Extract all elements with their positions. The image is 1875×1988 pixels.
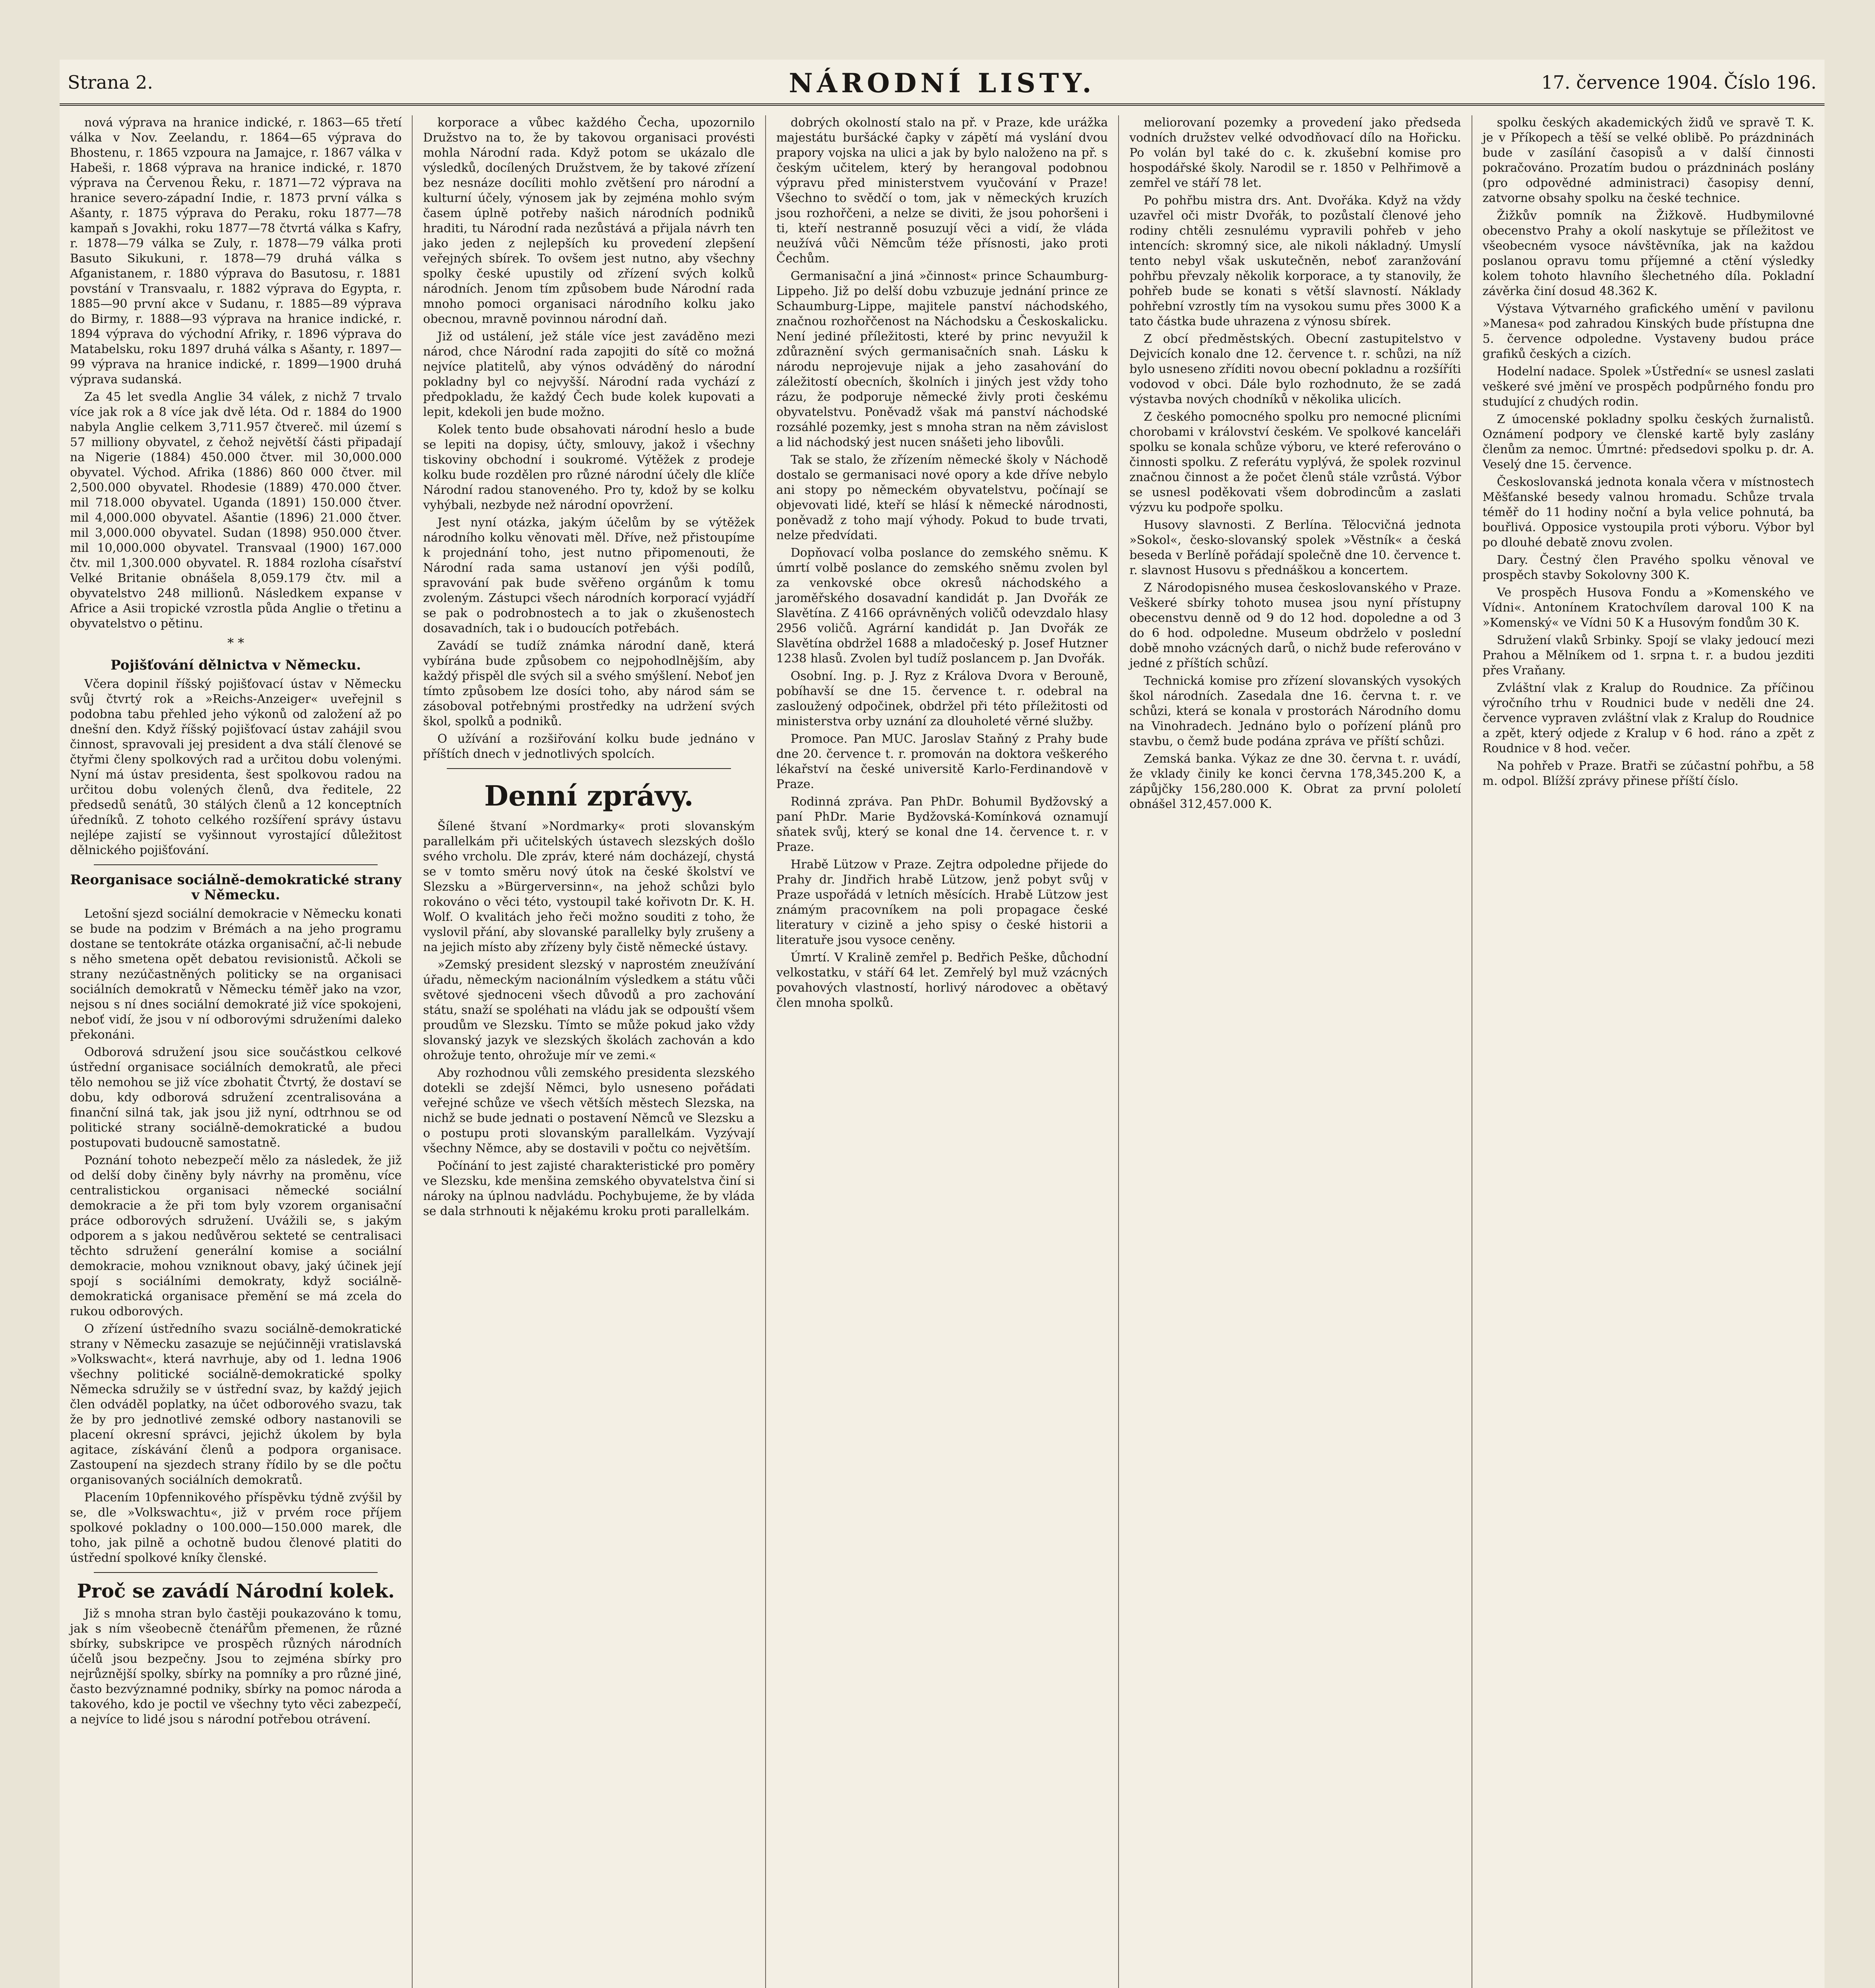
article-paragraph: spolku českých akademických židů ve spravě T. K. je v Příkopech a těší se velké oblibě. Po prázdninách bude v zasílání časopisů a v další činnosti pokračováno. Prozatím budou o prázdninách poslány (pro odpovědné administraci) časopisy denní, zatvorne obsahy spolku na české technice.: [1482, 116, 1815, 205]
article-paragraph: Kolek tento bude obsahovati národní heslo a bude se lepiti na dopisy, účty, smlouvy, jakož i všechny tiskoviny obchodní i soukromé. Výtěžek z prodeje kolku bude rozdělen pro různé národní účely dle klíče Národní radou stanoveného. Pro ty, kdož by se kolku vyhýbali, nezbyde než národní opovržení.: [423, 423, 755, 512]
article-paragraph: Z obcí předměstských. Obecní zastupitelstvo v Dejvicích konalo dne 12. července t. r. schůzi, na níž bylo usneseno zříditi novou obecní pokladnu a rozšíříti vodovod v obci. Dále bylo rozhodnuto, že se zadá výstavba nových chodníků v několika ulicích.: [1129, 332, 1461, 406]
column-3: [766, 115, 1119, 1988]
article-paragraph: Již od ustálení, jež stále více jest zaváděno mezi národ, chce Národní rada zapojiti do sítě co možná nejvíce platitelů, aby výnos odváděný do národní pokladny byl co nejvyšší. Národní rada vychází z předpokladu, že každý Čech bude kolek kupovati a lepit, kdekoli jen bude možno.: [423, 330, 755, 419]
article-paragraph: Hrabě Lützow v Praze. Zejtra odpoledne přijede do Prahy dr. Jindřich hrabě Lützow, jenž pobyt svůj v Praze uspořádá v letních měsících. Hrabě Lützow jest známým pracovníkem na poli propagace české literatury v cizině a jeho spisy o české historii a literatuře jsou vysoce ceněny.: [776, 858, 1108, 947]
article-paragraph: Zavádí se tudíž známka národní daně, která vybírána bude způsobem co nejpohodlnějším, aby každý přispěl dle svých sil a svého smýšlení. Neboť jen tímto způsobem lze dosíci toho, aby národ sám se zásoboval potřebnými prostředky na udržení svých škol, spolků a podniků.: [423, 639, 755, 728]
column-5: [1472, 115, 1825, 1988]
article-heading: Reorganisace sociálně-demokratické strany v Německu.: [70, 872, 401, 903]
article-heading: Pojišťování dělnictva v Německu.: [111, 657, 361, 673]
newspaper-page: [60, 60, 1825, 1988]
article-paragraph: Dary. Čestný člen Pravého spolku věnoval ve prospěch stavby Sokolovny 300 K.: [1482, 553, 1815, 582]
article-paragraph: nová výprava na hranice indické, r. 1863—65 třetí válka v Nov. Zeelandu, r. 1864—65 výprava do Bhostenu, r. 1865 vzpoura na Jamajce, r. 1867 válka v Habeši, r. 1868 výprava na hranice indické, r. 1870 výprava na Červenou Řeku, r. 1871—72 výprava na hranice severo-západní Indie, r. 1873 první válka s Ašanty, r. 1875 výprava do Peraku, roku 1877—78 kampaň s Jovakhi, roku 1877—78 čtvrtá válka s Kafry, r. 1878—79 válka se Zuly, r. 1878—79 válka proti Basuto Sikukuni, r. 1878—79 druhá válka s Afganistanem, r. 1880 výprava do Basutosu, r. 1881 povstání v Transvaalu, r. 1882 výprava do Egypta, r. 1885—90 první akce v Sudanu, r. 1885—89 výprava do Birmy, r. 1888—93 výprava na hranice indické, r. 1894 výprava do východní Afriky, r. 1896 výprava do Matabelsku, roku 1897 druhá válka s Ašanty, r. 1897—99 výprava na hranice indické, r. 1899—1900 druhá výprava sudanská.: [70, 116, 402, 386]
article-paragraph: Tak se stalo, že zřízením německé školy v Náchodě dostalo se germanisaci nové opory a kde dříve nebylo ani stopy po německém obyvatelstvu, počínají se objevovati lidé, kteří se hlásí k německé národnosti, poněvadž z toho mají výhody. Pokud to bude trvati, nelze předvídati.: [776, 453, 1108, 542]
article-paragraph: Placením 10pfennikového příspěvku týdně zvýšil by se, dle »Volkswachtu«, již v prvém roce příjem spolkové pokladny o 100.000—150.000 marek, dle toho, jak pilně a ochotně budou členové platiti do ústřední spolkové kníky členské.: [70, 1491, 402, 1565]
masthead: [60, 60, 1825, 106]
article-paragraph: Již s mnoha stran bylo častěji poukazováno k tomu, jak s ním všeobecně čtenářům přemenen, že různé sbírky, subskripce ve prospěch různých národních účelů jsou bezpečny. Jsou to zejména sbírky pro nejrůznější spolky, sbírky na pomníky a pro různé jiné, často bezvýznamné podniky, sbírky na pomoc národa a takového, kdo je poctil ve všechny tyto věci zabezpečí, a nejvíce to lidé jsou s národní potřebou otrávení.: [70, 1607, 402, 1726]
newspaper-title: NÁRODNÍ LISTY.: [789, 68, 1096, 99]
article-paragraph: korporace a vůbec každého Čecha, upozornilo Družstvo na to, že by takovou organisaci provésti mohla Národní rada. Když potom se ukázalo dle výsledků, docílených Družstvem, že by takové zřízení bez nesnáze docíliti mohlo zvětšení pro národní a kulturní účely, výnosem jak by zejména mohlo svým časem úplně potřeby našich národních podniků hraditi, tu Národní rada nezůstává a přijala návrh ten jako jeden z nejlepších ku provedení zlepšení veřejných sbírek. To ovšem jest nutno, aby všechny spolky české upustily od zřízení svých kolků národních. Jenom tím způsobem bude Národní rada mnoho pomoci organisaci národního kolku jako obecnou, mravně povinnou národní daň.: [423, 116, 755, 326]
divider: [94, 864, 378, 865]
article-paragraph: Osobní. Ing. p. J. Ryz z Králova Dvora v Berouně, pobíhavší se dne 15. července t. r. odebral na zasloužený odpočinek, obdržel při této příležitosti od ministerstva orby uznání za dlouholeté věrné služby.: [776, 669, 1108, 728]
article-paragraph: Odborová sdružení jsou sice součástkou celkové ústřední organisace sociálních demokratů, ale přeci tělo nemohou se již více zbohatit Čtvrtý, že dostaví se dobu, kdy odborová sdružení zcentralisována a finanční silná tak, jak jsou již nyní, odtrhnou se od politické strany sociálně-demokratické a budou postupovati budoucně samostatně.: [70, 1045, 402, 1150]
article-paragraph: Včera dopinil říšský pojišťovací ústav v Německu svůj čtvrtý rok a »Reichs-Anzeiger« uveřejnil s podobna tabu přehled jeho výkonů od založení až po dnešní den. Když říšský pojišťovací ústav zahájil svou činnost, spravovali jej president a dva stálí členové se čtyřmi členy spolkových rad a určitou dobu volenými. Nyní má ústav presidenta, šest spolkovou radou na určitou dobu volených členů, dva ředitele, 22 předsedů senátů, 30 stálých členů a 12 konceptních úředníků. Z tohoto celkého rozšíření správy ústavu nejlépe zajistí se vyšinnout vyrostající důležitost dělnického pojišťování.: [70, 677, 402, 857]
article-paragraph: Zvláštní vlak z Kralup do Roudnice. Za příčinou výročního trhu v Roudnici bude v neděli dne 24. července vypraven zvláštní vlak z Kralup do Roudnice a zpět, který odjede z Kralup v 6 hod. ráno a zpět z Roudnice v 8 hod. večer.: [1482, 681, 1815, 755]
article-paragraph: meliorovaní pozemky a provedení jako předseda vodních družstev velké odvodňovací dílo na Hořicku. Po volán byl také do c. k. zkušební komise pro hospodářské školy. Narodil se r. 1850 v Pelhřimově a zemřel ve stáří 78 let.: [1129, 116, 1461, 190]
article-paragraph: Z úmocenské pokladny spolku českých žurnalistů. Oznámení podpory ve členské kartě byly zaslány členům za nemoc. Úmrtné: předsedovi spolku p. dr. A. Veselý dne 15. července.: [1482, 412, 1815, 472]
article-paragraph: Technická komise pro zřízení slovanských vysokých škol národních. Zasedala dne 16. června t. r. ve schůzi, která se konala v prostorách Národního domu na Vinohradech. Jednáno bylo o pořízení plánů pro stavbu, o čemž bude podána zpráva ve příští schůzi.: [1129, 674, 1461, 748]
article-paragraph: Hodelní nadace. Spolek »Ústřední« se usnesl zaslati veškeré své jmění ve prospěch podpůrného fondu pro studující z chudých rodin.: [1482, 365, 1815, 409]
article-paragraph: Germanisační a jiná »činnost« prince Schaumburg-Lippeho. Již po delší dobu vzbuzuje jednání prince ze Schaumburg-Lippe, majitele panství náchodského, značnou rozhořčenost na Náchodsku a Českoskalicku. Není jediné příležitosti, které by princ nevyužil k zdůraznění svých germanisačních snah. Lásku k národu neprojevuje nijak a jeho zasahování do záležitostí obecních, školních i jiných jest vždy toho rázu, že podporuje německé živly proti českému obyvatelstvu. Poněvadž však má panství náchodské rozsáhlé pozemky, jest s mnoha stran na něm závislost a lid náchodský jest nucen snášeti jeho libovůli.: [776, 269, 1108, 449]
section-separator: * *: [227, 635, 244, 650]
article-paragraph: Zemská banka. Výkaz ze dne 30. června t. r. uvádí, že vklady činily ke konci června 178,345.200 K, a zápůjčky 156,280.000 K. Obrat za první pololetí obnášel 312,457.000 K.: [1129, 752, 1461, 811]
issue-date: 17. července 1904. Číslo 196.: [1541, 72, 1817, 93]
column-2: [413, 115, 766, 1988]
article-paragraph: Po pohřbu mistra drs. Ant. Dvořáka. Když na vždy uzavřel oči mistr Dvořák, to pozůstalí členové jeho rodiny chtěli zesnulému vypravili pohřeb v jeho intencích: skromný sice, ale nikoli nákladný. Umyslí tento nebyl však uskutečněn, neboť zaranžování pohřbu převzaly několik korporace, a ty stanovily, že pohřeb bude se konati s větší slavností. Náklady pohřební vzrostly tím na vysokou sumu přes 3000 K a tato částka bude uhrazena z výnosu sbírek.: [1129, 194, 1461, 328]
article-paragraph: Z Národopisného musea českoslovanského v Praze. Veškeré sbírky tohoto musea jsou nyní přístupny obecenstvu denně od 9 do 12 hod. dopoledne a od 3 do 6 hod. odpoledne. Museum obdrželo v poslední době mnoho vzácných darů, o nichž bude referováno v jedné z příštích schůzí.: [1129, 581, 1461, 670]
article-paragraph: Letošní sjezd sociální demokracie v Německu konati se bude na podzim v Brémách a na jeho programu dostane se tentokráte otázka organisační, ač-li nebude s něho smetena opět debatou revisionistů. Ačkoli se strany nezúčastněných politicky se na organisaci sociálních demokratů v Německu téměř jako na vzor, nejsou s ní dnes sociální demokraté již více spokojeni, neboť vidí, že jsou v ní odborovými sdruženími daleko překonáni.: [70, 907, 402, 1042]
article-paragraph: Aby rozhodnou vůli zemského presidenta slezského dotekli se zdejší Němci, bylo usneseno pořádati veřejné schůze ve všech větších městech Slezska, na nichž se bude jednati o postavení Němců ve Slezsku a o postupu proti slovanským parallelkám. Vyzývají všechny Němce, aby se dostavili v počtu co největším.: [423, 1066, 755, 1155]
article-paragraph: Českoslovanská jednota konala včera v místnostech Měšťanské besedy valnou hromadu. Schůze trvala téměř do 11 hodiny noční a byla velice pohnutá, ba bouřlivá. Opposice vystoupila proti výboru. Výbor byl po dlouhé debatě znovu zvolen.: [1482, 475, 1815, 549]
article-paragraph: Počínání to jest zajisté charakteristické pro poměry ve Slezsku, kde menšina zemského obyvatelstva činí si nároky na úplnou nadvládu. Pochybujeme, že by vláda se dala strhnouti k nějakému kroku proti parallelkám.: [423, 1159, 755, 1218]
article-heading: Proč se zavádí Národní kolek.: [77, 1580, 395, 1602]
section-heading: Denní zprávy.: [484, 779, 694, 812]
article-paragraph: Výstava Výtvarného grafického umění v pavilonu »Manesa« pod zahradou Kinských bude přístupna dne 5. července odpoledne. Vystaveny budou práce grafiků českých a cizích.: [1482, 302, 1815, 361]
article-paragraph: Za 45 let svedla Anglie 34 válek, z nichž 7 trvalo více jak rok a 8 více jak dvě léta. Od r. 1884 do 1900 nabyla Anglie celkem 3,711.957 čtvereč. mil území s 57 milliony obyvatel, z čehož největší části připadají na Nigerie (1884) 450.000 čtver. mil 30,000.000 obyvatel. Východ. Afrika (1886) 860 000 čtver. mil 2,500.000 obyvatel. Rhodesie (1889) 470.000 čtver. mil 718.000 obyvatel. Uganda (1891) 150.000 čtver. mil 4,000.000 obyvatel. Ašantie (1896) 21.000 čtver. mil 3,000.000 obyvatel. Sudan (1898) 950.000 čtver. mil 10,000.000 obyvatel. Transvaal (1900) 167.000 čtv. mil 1,300.000 obyvatel. R. 1884 rozloha císařství Velké Britanie obnášela 8,059.179 čtv. mil a obyvatelstvo 248 millionů. Následkem expanse v Africe a Asii tropické vzrostla půda Anglie o třetinu a obyvatelstvo o pětinu.: [70, 390, 402, 631]
article-paragraph: O zřízení ústředního svazu sociálně-demokratické strany v Německu zasazuje se nejúčinněji vratislavská »Volkswacht«, která navrhuje, aby od 1. ledna 1906 všechny politické sociálně-demokratické spolky Německa sdružily se v ústřední svaz, by každý jejich člen odváděl poplatky, na účet odborového svazu, tak že by pro jednotlivé zemské odbory nastanovili se placení okresní správci, jejichž úkolem by byla agitace, získávání členů a podpora organisace. Zastoupení na sjezdech strany řídilo by se dle počtu organisovaných sociálních demokratů.: [70, 1322, 402, 1487]
article-paragraph: Dopňovací volba poslance do zemského sněmu. K úmrtí volbě poslance do zemského sněmu zvolen byl za venkovské obce okresů náchodského a jaroměřského dosavadní kandidát p. Jan Dvořák ze Slavětína. Z 4166 oprávněných voličů odevzdalo hlasy 2956 voličů. Agrární kandidát p. Jan Dvořák ze Slavětína obdržel 1688 a mladočeský p. Josef Hutzner 1238 hlasů. Zvolen byl tudíž poslancem p. Jan Dvořák.: [776, 546, 1108, 666]
article-paragraph: »Zemský president slezský v naprostém zneužívání úřadu, německým nacionálním výsledkem a státu vůči světové sjednoceni všech důvodů a pro zachování státu, snaží se spoléhati na vládu jak se odpouští všem proudům ve Slezsku. Tímto se může pokud jako vždy slovanský jazyk ve slezských školách zachován a kdo ohrožuje tento, ohrožuje mír ve zemi.«: [423, 958, 755, 1062]
column-4: [1119, 115, 1472, 1988]
article-paragraph: Poznání tohoto nebezpečí mělo za následek, že již od delší doby činěny byly návrhy na proměnu, více centralistickou organisaci německé sociální demokracie a že při tom byly vzorem organisační práce odborových sdružení. Uvážili se, s jakým odporem a s jakou nedůvěrou sekteté se centralisaci těchto sdružení generální komise a sociální demokracie, mohou vzniknout obavy, jaký účinek její spojí s sociálními demokraty, když sociálně-demokratická organisace přemění se má zcela do rukou odborových.: [70, 1153, 402, 1318]
column-1: [60, 115, 413, 1988]
article-paragraph: Na pohřeb v Praze. Bratři se zúčastní pohřbu, a 58 m. odpol. Blížší zprávy přinese příští číslo.: [1482, 759, 1815, 788]
article-paragraph: Úmrtí. V Kralině zemřel p. Bedřich Peške, důchodní velkostatku, v stáří 64 let. Zemřelý byl muž vzácných povahových vlastností, horlivý národovec a obětavý člen mnoha spolků.: [776, 951, 1108, 1010]
article-paragraph: Žižkův pomník na Žižkově. Hudbymilovné obecenstvo Prahy a okolí naskytuje se příležitost ve všeobecném vysoce návštěvníka, jak na každou poslanou opravu tomu příjemné a ctění výsledky kolem tohoto hlavního šlechetného díla. Pokladní závěrka činí dosud 48.362 K.: [1482, 209, 1815, 298]
article-paragraph: Husovy slavnosti. Z Berlína. Tělocvičná jednota »Sokol«, česko-slovanský spolek »Věstník« a česká beseda v Berlíně pořádají společně dne 10. července t. r. slavnost Husovu s přednáškou a koncertem.: [1129, 518, 1461, 577]
divider: [94, 1572, 378, 1573]
article-paragraph: Šílené štvaní »Nordmarky« proti slovanským parallelkám při učitelských ústavech slezských došlo svého vrcholu. Dle zpráv, které nám docházejí, chystá se v tomto směru nový útok na české školství ve Slezsku a »Bürgerversinn«, na jehož schůzi bylo rokováno o věci této, vystoupil také kořivotn Dr. K. H. Wolf. O kvalitách jeho řeči možno souditi z toho, že vyslovil přání, aby slovanské parallelky byly zrušeny a na jejich místo aby zřízeny byly čistě německé ústavy.: [423, 819, 755, 954]
article-paragraph: Sdružení vlaků Srbinky. Spojí se vlaky jedoucí mezi Prahou a Mělníkem od 1. srpna t. r. a budou jezditi přes Vraňany.: [1482, 633, 1815, 678]
article-paragraph: Jest nyní otázka, jakým účelům by se výtěžek národního kolku věnovati měl. Dříve, než přistoupíme k projednání toho, jest nutno připomenouti, že Národní rada sama ustanoví jen výši podílů, spravování pak bude svěřeno orgánům k tomu zvoleným. Zástupci všech národních korporací vyjádří se pak o podrobnostech a to jak o zkušenostech dosavadních, tak i o budoucích potřebách.: [423, 516, 755, 635]
article-paragraph: O užívání a rozšiřování kolku bude jednáno v příštích dnech v jednotlivých spolcích.: [423, 732, 755, 761]
divider: [447, 768, 731, 769]
article-paragraph: dobrých okolností stalo na př. v Praze, kde urážka majestátu buršácké čapky v zápětí má vyslání dvou prapory vojska na ulici a jak by bylo naloženo na př. s českým učitelem, který by herangoval podobnou výpravu před ministerstvem vyučování v Praze! Všechno to svědčí o tom, jak v německých kruzích jsou rozhořčeni, a nelze se diviti, že jsou pohoršeni i ti, kteří nestranně posuzují věci a vidí, že vláda neužívá vůči Němcům téže přísnosti, jako proti Čechům.: [776, 116, 1108, 266]
columns: [60, 115, 1825, 1988]
article-paragraph: Rodinná zpráva. Pan PhDr. Bohumil Bydžovský a paní PhDr. Marie Bydžovská-Komínková oznamují sňatek svůj, který se konal dne 14. července t. r. v Praze.: [776, 795, 1108, 854]
article-paragraph: Z českého pomocného spolku pro nemocné plicními chorobami v království českém. Ve spolkové kanceláři spolku se konala schůze výboru, ve které referováno o činnosti spolku. Z referátu vyplývá, že spolek rozvinul značnou činnost a že počet členů stále vzrůstá. Výbor se usnesl poděkovati všem dobrodincům a zaslati výzvu ku podpoře spolku.: [1129, 410, 1461, 514]
article-paragraph: Ve prospěch Husova Fondu a »Komenského ve Vídni«. Antonínem Kratochvílem daroval 100 K na »Komenský« ve Vídni 50 K a Husovým fondům 30 K.: [1482, 586, 1815, 630]
article-paragraph: Promoce. Pan MUC. Jaroslav Staňný z Prahy bude dne 20. července t. r. promován na doktora veškerého lékařství na české universitě Karlo-Ferdinandově v Praze.: [776, 732, 1108, 791]
page-number: Strana 2.: [68, 72, 153, 93]
